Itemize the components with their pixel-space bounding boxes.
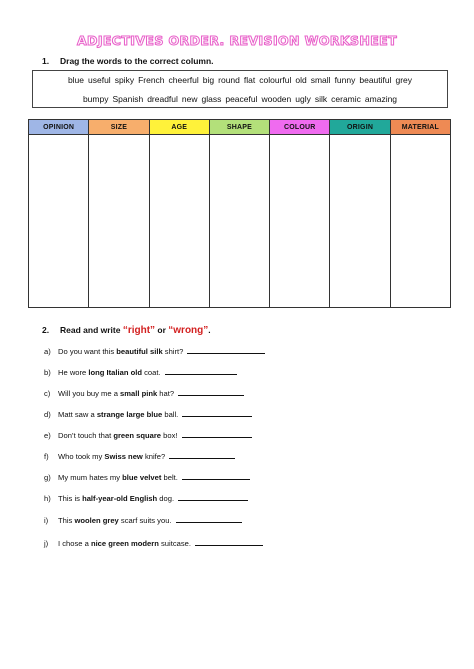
question-adjectives: blue velvet [122, 473, 162, 482]
exercise-2-number: 2. [42, 325, 50, 335]
answer-blank[interactable] [178, 492, 248, 501]
word-chip[interactable]: wooden [261, 94, 292, 104]
question-text-post: suitcase. [158, 539, 194, 548]
word-chip[interactable]: bumpy [82, 94, 109, 104]
question-text-pre: This is [58, 494, 83, 503]
drop-column-origin[interactable] [330, 135, 390, 308]
question-text-post: coat. [141, 368, 163, 377]
word-chip[interactable]: big [202, 75, 215, 85]
question-label: c) [44, 389, 51, 398]
question-text-post: shirt? [162, 347, 186, 356]
exercise-1-number: 1. [42, 56, 50, 66]
answer-blank[interactable] [182, 429, 252, 438]
question-text-pre: Matt saw a [58, 410, 97, 419]
question-item [44, 492, 248, 503]
exercise-2-heading [42, 325, 211, 336]
question-text-post: knife? [142, 452, 168, 461]
question-item [44, 471, 250, 482]
question-item [44, 450, 235, 461]
drop-column-material[interactable] [390, 135, 450, 308]
question-text-pre: Who took my [58, 452, 105, 461]
question-label: b) [44, 368, 51, 377]
word-chip[interactable]: silk [314, 94, 328, 104]
answer-blank[interactable] [182, 408, 252, 417]
question-label: d) [44, 410, 51, 419]
drop-column-age[interactable] [149, 135, 209, 308]
question-text-pre: Will you buy me a [58, 389, 121, 398]
answer-blank[interactable] [165, 366, 237, 375]
question-text-post: scarf suits you. [118, 516, 174, 525]
column-header-colour: COLOUR [270, 120, 330, 135]
word-chip[interactable]: peaceful [225, 94, 258, 104]
word-chip[interactable]: new [181, 94, 198, 104]
drop-column-opinion[interactable] [29, 135, 89, 308]
question-adjectives: green square [113, 431, 162, 440]
exercise-1-heading [42, 56, 214, 66]
column-header-size: SIZE [89, 120, 149, 135]
word-chip[interactable]: old [295, 75, 307, 85]
question-adjectives: strange large blue [96, 410, 163, 419]
question-item [44, 345, 265, 356]
worksheet-title: ADJECTIVES ORDER. REVISION WORKSHEET [76, 33, 398, 48]
column-header-age: AGE [149, 120, 209, 135]
word-chip[interactable]: round [218, 75, 240, 85]
question-adjectives: Swiss new [104, 452, 143, 461]
word-chip[interactable]: blue [67, 75, 85, 85]
column-header-shape: SHAPE [209, 120, 269, 135]
question-item [44, 387, 244, 398]
question-item [44, 429, 252, 440]
word-chip[interactable]: spiky [114, 75, 135, 85]
question-text-post: ball. [162, 410, 181, 419]
word-chip[interactable]: ugly [295, 94, 311, 104]
question-item [44, 366, 237, 377]
question-text-pre: He wore [58, 368, 89, 377]
answer-blank[interactable] [178, 387, 244, 396]
exercise-2-instruction-mid: or [155, 325, 169, 335]
question-text-pre: My mum hates my [58, 473, 123, 482]
answer-blank[interactable] [182, 471, 250, 480]
question-item [44, 514, 242, 525]
sorting-table [28, 119, 451, 308]
question-adjectives: small pink [120, 389, 158, 398]
question-label: h) [44, 494, 51, 503]
word-chip[interactable]: grey [395, 75, 413, 85]
answer-blank[interactable] [195, 537, 263, 546]
word-chip[interactable]: colourful [259, 75, 292, 85]
exercise-2-instruction-pre: Read and write [60, 325, 123, 335]
word-chip[interactable]: glass [201, 94, 222, 104]
question-text-pre: Don’t touch that [58, 431, 114, 440]
column-header-origin: ORIGIN [330, 120, 390, 135]
drop-column-colour[interactable] [270, 135, 330, 308]
question-label: a) [44, 347, 51, 356]
word-chip[interactable]: useful [88, 75, 111, 85]
right-word: “right” [122, 325, 156, 336]
column-header-opinion: OPINION [29, 120, 89, 135]
word-bank [32, 70, 448, 108]
question-label: f) [44, 452, 49, 461]
word-chip[interactable]: funny [334, 75, 356, 85]
word-chip[interactable]: French [138, 75, 165, 85]
drop-column-shape[interactable] [209, 135, 269, 308]
question-text-post: belt. [161, 473, 180, 482]
answer-blank[interactable] [176, 514, 242, 523]
drop-column-size[interactable] [89, 135, 149, 308]
question-item [44, 408, 252, 419]
word-chip[interactable]: Spanish [112, 94, 144, 104]
question-text-pre: I chose a [58, 539, 91, 548]
question-text-pre: This [58, 516, 75, 525]
question-text-post: hat? [157, 389, 177, 398]
answer-blank[interactable] [169, 450, 235, 459]
question-adjectives: half-year-old English [82, 494, 158, 503]
question-text-post: dog. [157, 494, 177, 503]
exercise-2-instruction-end: . [208, 325, 211, 335]
wrong-word: “wrong” [168, 325, 209, 336]
word-chip[interactable]: cheerful [168, 75, 199, 85]
word-chip[interactable]: beautiful [359, 75, 392, 85]
question-adjectives: woolen grey [74, 516, 119, 525]
question-item [44, 537, 263, 548]
word-chip[interactable]: small [310, 75, 331, 85]
word-bank-row-1 [37, 71, 443, 90]
question-label: j) [44, 539, 49, 548]
question-text-pre: Do you want this [58, 347, 117, 356]
word-chip[interactable]: ceramic [331, 94, 361, 104]
word-chip[interactable]: flat [243, 75, 256, 85]
question-label: i) [44, 516, 49, 525]
question-label: e) [44, 431, 51, 440]
answer-blank[interactable] [187, 345, 265, 354]
word-chip[interactable]: amazing [364, 94, 398, 104]
word-chip[interactable]: dreadful [147, 94, 178, 104]
column-header-material: MATERIAL [390, 120, 450, 135]
word-bank-row-2 [37, 90, 443, 109]
question-text-post: box! [161, 431, 180, 440]
question-adjectives: beautiful silk [116, 347, 163, 356]
question-adjectives: long Italian old [88, 368, 142, 377]
question-adjectives: nice green modern [90, 539, 159, 548]
question-label: g) [44, 473, 51, 482]
exercise-1-instruction: Drag the words to the correct column. [60, 56, 214, 66]
